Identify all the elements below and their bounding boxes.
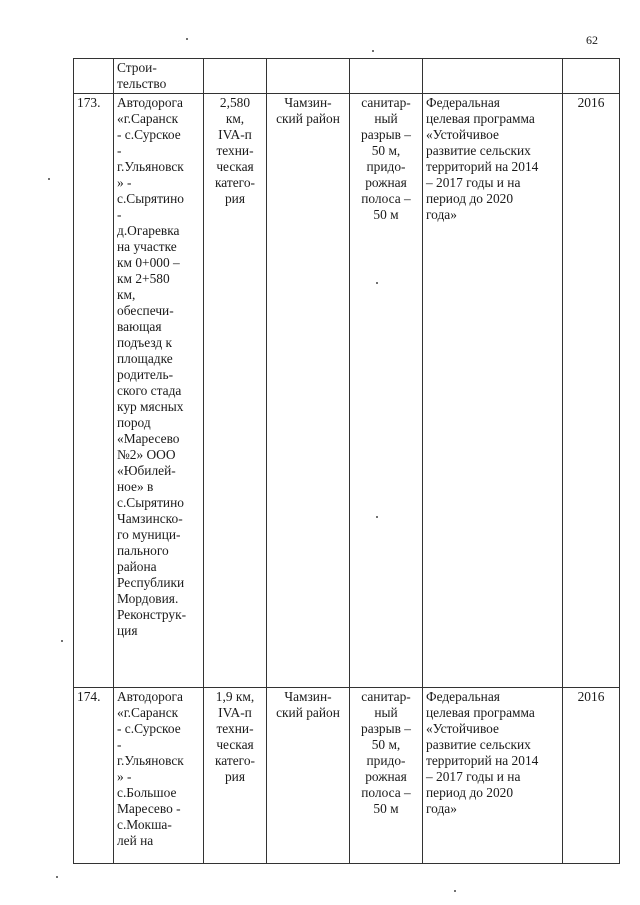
cell-object: Автодорога «г.Саранск - с.Сурское - г.Ульяновск » - с.Сырятино - д.Огаревка на участке км 0+000 – км 2+580 км, обеспечи- вающая подъезд к площадке родитель- ского стада кур мясных пород «Маресево №2» ООО «Юбилей- ное» в с.Сырятино Чамзинско- го муници- пального района Республики Мордовия. Реконструк- ция <box>114 94 204 688</box>
table-row-174 <box>74 688 620 864</box>
table-row-173 <box>74 94 620 688</box>
page-number: 62 <box>586 33 598 47</box>
scan-speck <box>376 516 378 518</box>
cell-object: Автодорога «г.Саранск - с.Сурское - г.Ульяновск » - с.Большое Маресево - с.Мокша- лей на <box>114 688 204 864</box>
scan-speck <box>454 890 456 892</box>
cell-num: 174. <box>74 688 114 864</box>
scan-speck <box>186 38 188 40</box>
scan-speck <box>56 876 58 878</box>
cell-program: Федеральная целевая программа «Устойчивое развитие сельских территорий на 2014 – 2017 годы и на период до 2020 года» <box>423 94 563 688</box>
cell-year: 2016 <box>563 94 620 688</box>
cell-object: Строи- тельство <box>114 59 204 94</box>
table-row-continuation <box>74 59 620 94</box>
cell-program: Федеральная целевая программа «Устойчивое развитие сельских территорий на 2014 – 2017 годы и на период до 2020 года» <box>423 688 563 864</box>
scan-speck <box>61 640 63 642</box>
cell-district <box>267 59 350 94</box>
cell-length <box>204 59 267 94</box>
cell-num: 173. <box>74 94 114 688</box>
cell-length: 2,580 км, IVA-п техни- ческая катего- рия <box>204 94 267 688</box>
scan-speck <box>372 50 374 52</box>
cell-district: Чамзин- ский район <box>267 94 350 688</box>
cell-num <box>74 59 114 94</box>
planning-table <box>73 58 620 864</box>
cell-zone <box>350 59 423 94</box>
scan-speck <box>376 282 378 284</box>
scan-speck <box>48 178 50 180</box>
cell-zone: санитар- ный разрыв – 50 м, придо- рожная полоса – 50 м <box>350 688 423 864</box>
cell-year: 2016 <box>563 688 620 864</box>
cell-program <box>423 59 563 94</box>
cell-zone: санитар- ный разрыв – 50 м, придо- рожная полоса – 50 м <box>350 94 423 688</box>
cell-district: Чамзин- ский район <box>267 688 350 864</box>
cell-length: 1,9 км, IVA-п техни- ческая катего- рия <box>204 688 267 864</box>
cell-year <box>563 59 620 94</box>
